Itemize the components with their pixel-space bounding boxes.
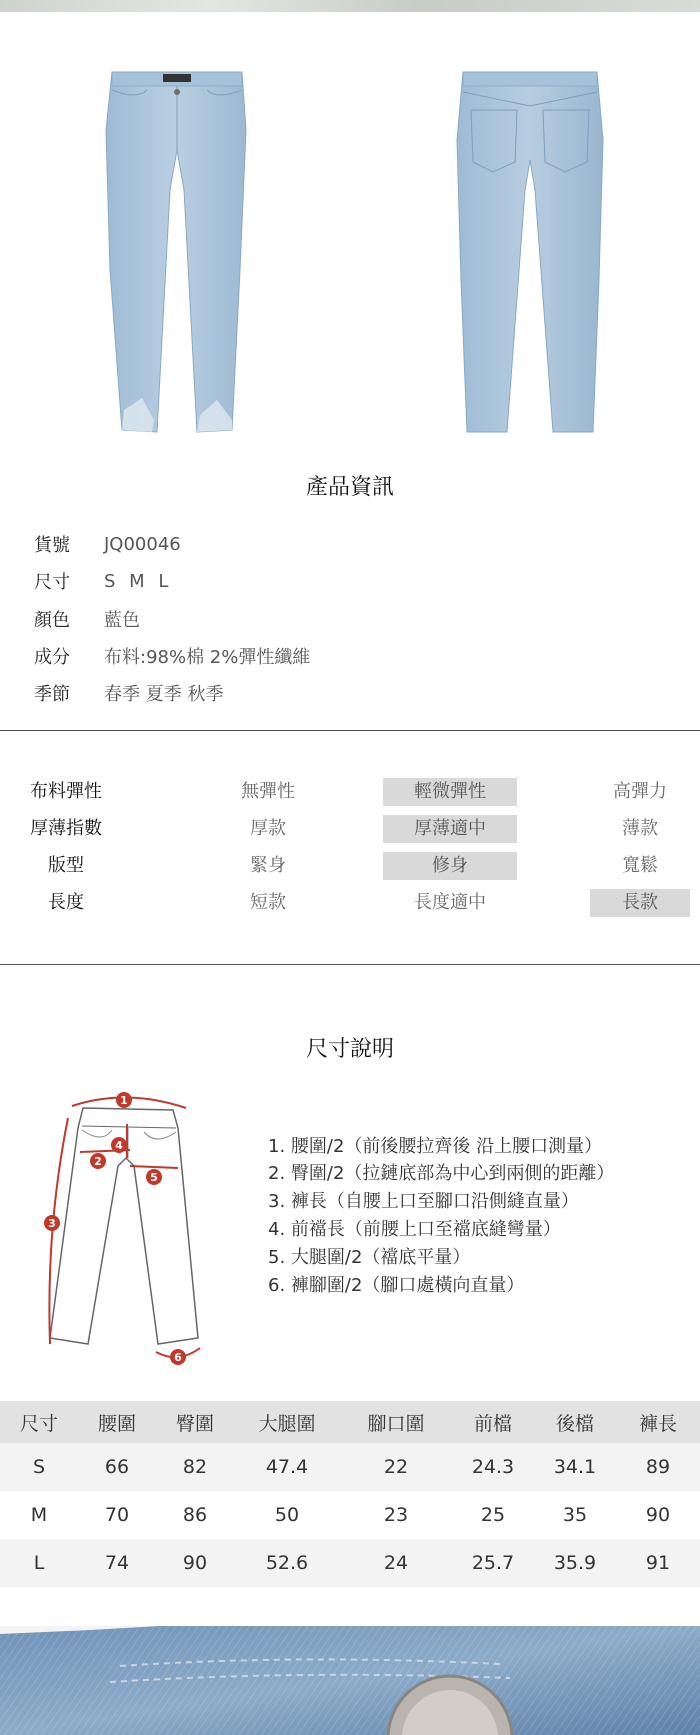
svg-text:6: 6 bbox=[174, 1351, 182, 1364]
attr-option: 厚款 bbox=[250, 818, 286, 839]
attr-option-selected: 厚薄適中 bbox=[383, 815, 517, 843]
attr-option: 寬鬆 bbox=[622, 855, 658, 876]
attr-option: 高彈力 bbox=[613, 781, 667, 802]
size-guide-item: 2. 臀圍/2（拉鏈底部為中心到兩側的距離） bbox=[268, 1163, 615, 1184]
table-cell: 90 bbox=[156, 1539, 234, 1587]
diagram-marker-2 bbox=[90, 1153, 106, 1169]
size-table-header bbox=[0, 1401, 700, 1443]
size-guide-item: 1. 腰圍/2（前後腰拉齊後 沿上腰口測量） bbox=[268, 1136, 603, 1157]
table-cell: S bbox=[0, 1443, 78, 1491]
info-value: S M L bbox=[104, 570, 173, 592]
diagram-marker-6 bbox=[170, 1349, 186, 1365]
table-cell: M bbox=[0, 1491, 78, 1539]
info-label: 顏色 bbox=[34, 610, 70, 631]
table-cell: 74 bbox=[78, 1539, 156, 1587]
table-cell: 50 bbox=[234, 1491, 340, 1539]
info-value: 藍色 bbox=[104, 610, 140, 631]
table-cell: 90 bbox=[616, 1491, 700, 1539]
info-row-season bbox=[34, 680, 223, 706]
size-table-header-cell: 尺寸 bbox=[0, 1401, 78, 1443]
table-cell: L bbox=[0, 1539, 78, 1587]
size-table-header-cell: 褲長 bbox=[616, 1401, 700, 1443]
table-row bbox=[0, 1539, 700, 1587]
size-guide-title: 尺寸說明 bbox=[305, 1037, 394, 1062]
size-table bbox=[0, 1401, 700, 1587]
attr-label: 布料彈性 bbox=[30, 781, 102, 802]
attr-option: 無彈性 bbox=[241, 781, 295, 802]
table-cell: 35 bbox=[534, 1491, 616, 1539]
info-label: 季節 bbox=[34, 684, 70, 705]
table-cell: 23 bbox=[340, 1491, 452, 1539]
table-cell: 22 bbox=[340, 1443, 452, 1491]
table-cell: 34.1 bbox=[534, 1443, 616, 1491]
attr-option: 長度適中 bbox=[414, 892, 486, 913]
jeans-back-image bbox=[445, 70, 615, 440]
info-value: 春季 夏季 秋季 bbox=[104, 684, 224, 705]
attr-row-length bbox=[0, 889, 700, 917]
attr-option: 緊身 bbox=[250, 855, 286, 876]
info-label: 貨號 bbox=[34, 535, 70, 556]
info-row-size bbox=[34, 568, 172, 594]
table-cell: 47.4 bbox=[234, 1443, 340, 1491]
attr-label: 長度 bbox=[48, 892, 84, 913]
info-label: 成分 bbox=[34, 647, 70, 668]
table-cell: 66 bbox=[78, 1443, 156, 1491]
svg-text:5: 5 bbox=[150, 1171, 158, 1184]
diagram-marker-1 bbox=[116, 1092, 132, 1108]
attr-row-elasticity bbox=[0, 778, 700, 806]
size-table-header-cell: 腳口圍 bbox=[340, 1401, 452, 1443]
attr-option-selected: 輕微彈性 bbox=[383, 778, 517, 806]
table-cell: 89 bbox=[616, 1443, 700, 1491]
size-guide-item: 3. 褲長（自腰上口至腳口沿側縫直量） bbox=[268, 1191, 579, 1212]
jeans-front-image bbox=[92, 70, 262, 440]
size-guide-item: 6. 褲腳圍/2（腳口處橫向直量） bbox=[268, 1275, 525, 1296]
size-guide-item: 4. 前襠長（前腰上口至襠底縫彎量） bbox=[268, 1219, 561, 1240]
attr-option-selected: 長款 bbox=[590, 889, 690, 917]
size-guide-item: 5. 大腿圍/2（襠底平量） bbox=[268, 1247, 471, 1268]
attr-label: 版型 bbox=[48, 855, 84, 876]
divider bbox=[0, 964, 700, 965]
top-photo-strip bbox=[0, 0, 700, 12]
info-label: 尺寸 bbox=[34, 572, 70, 593]
attr-option: 薄款 bbox=[622, 818, 658, 839]
diagram-marker-4 bbox=[111, 1137, 127, 1153]
table-cell: 25.7 bbox=[452, 1539, 534, 1587]
table-cell: 70 bbox=[78, 1491, 156, 1539]
table-cell: 52.6 bbox=[234, 1539, 340, 1587]
size-table-header-cell: 後檔 bbox=[534, 1401, 616, 1443]
svg-text:3: 3 bbox=[48, 1217, 56, 1230]
table-row bbox=[0, 1443, 700, 1491]
table-cell: 25 bbox=[452, 1491, 534, 1539]
svg-text:2: 2 bbox=[94, 1155, 102, 1168]
attr-row-fit bbox=[0, 852, 700, 880]
attr-row-thickness bbox=[0, 815, 700, 843]
table-cell: 35.9 bbox=[534, 1539, 616, 1587]
attr-option-selected: 修身 bbox=[383, 852, 517, 880]
size-table-header-cell: 臀圍 bbox=[156, 1401, 234, 1443]
size-table-header-cell: 前檔 bbox=[452, 1401, 534, 1443]
size-table-header-cell: 腰圍 bbox=[78, 1401, 156, 1443]
attr-label: 厚薄指數 bbox=[30, 818, 102, 839]
table-cell: 24.3 bbox=[452, 1443, 534, 1491]
diagram-marker-5 bbox=[146, 1169, 162, 1185]
svg-text:4: 4 bbox=[115, 1139, 123, 1152]
info-value: 布料:98%棉 2%彈性纖維 bbox=[104, 647, 311, 668]
table-cell: 91 bbox=[616, 1539, 700, 1587]
diagram-marker-3 bbox=[44, 1215, 60, 1231]
size-table-header-cell: 大腿圍 bbox=[234, 1401, 340, 1443]
table-cell: 24 bbox=[340, 1539, 452, 1587]
table-cell: 86 bbox=[156, 1491, 234, 1539]
info-value: JQ00046 bbox=[104, 533, 181, 555]
table-cell: 82 bbox=[156, 1443, 234, 1491]
product-info-title: 產品資訊 bbox=[305, 475, 394, 500]
info-row-color bbox=[34, 606, 140, 632]
size-diagram bbox=[38, 1088, 218, 1372]
table-row bbox=[0, 1491, 700, 1539]
divider bbox=[0, 730, 700, 731]
svg-text:1: 1 bbox=[120, 1094, 128, 1107]
attr-option: 短款 bbox=[250, 892, 286, 913]
denim-closeup-photo bbox=[0, 1626, 700, 1735]
info-row-composition bbox=[34, 643, 310, 669]
info-row-item-no bbox=[34, 531, 181, 557]
